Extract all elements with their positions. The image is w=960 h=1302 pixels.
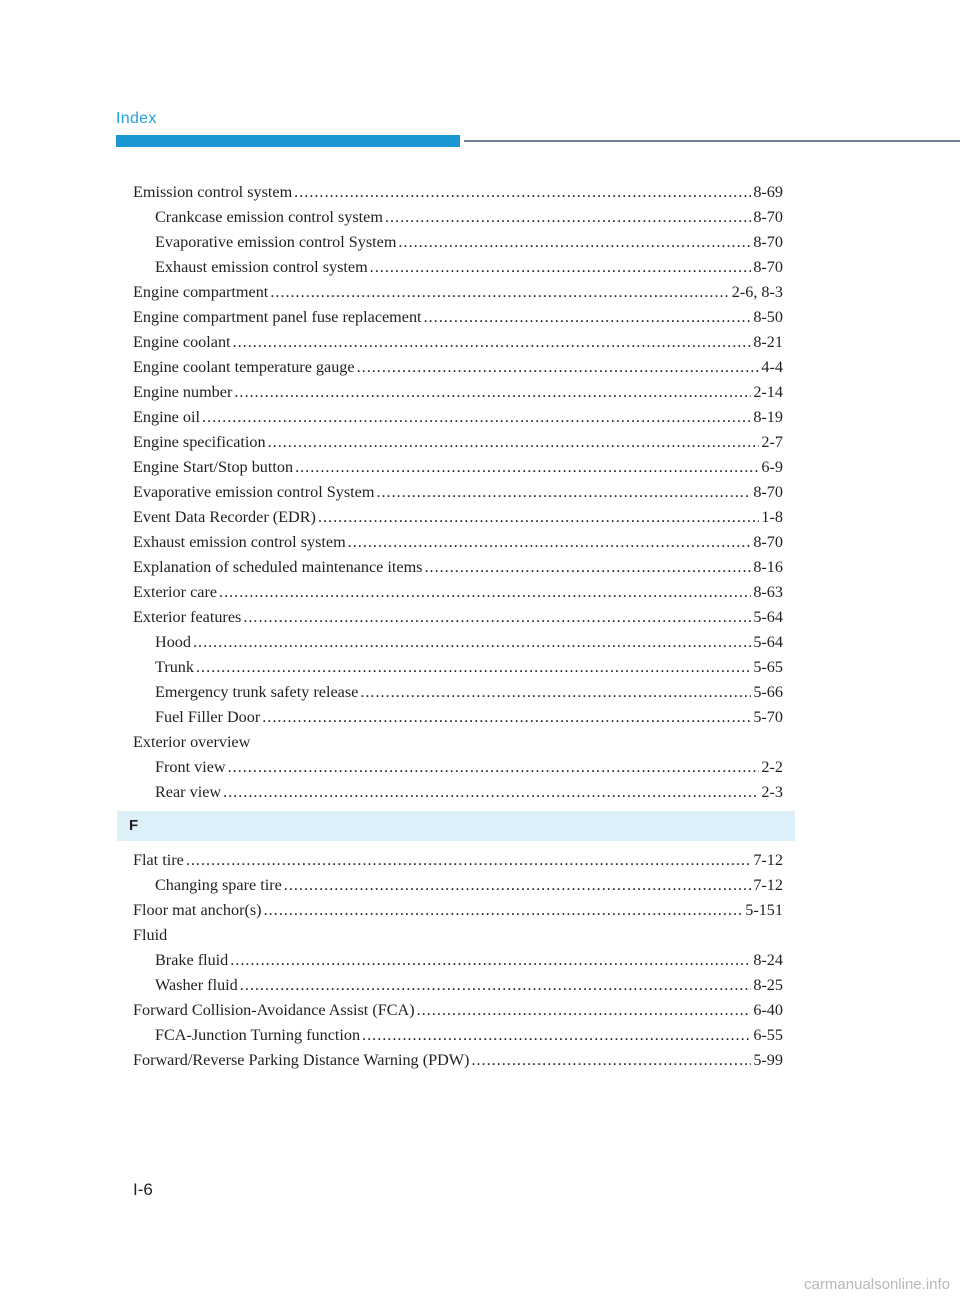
entry-term: Engine coolant temperature gauge [133, 358, 355, 376]
entry-page-ref: 8-70 [753, 233, 783, 251]
entry-term: Forward/Reverse Parking Distance Warning (PDW) [133, 1051, 470, 1069]
dot-leader [233, 330, 752, 355]
index-entry [133, 180, 783, 205]
dot-leader [370, 255, 752, 280]
entry-term: Engine number [133, 383, 233, 401]
dot-leader [186, 848, 752, 873]
index-entry [133, 530, 783, 555]
entry-term: Flat tire [133, 851, 184, 869]
dot-leader [262, 705, 751, 730]
entry-term: Exterior features [133, 608, 242, 626]
entry-term: Washer fluid [155, 976, 238, 994]
index-entry [133, 730, 783, 755]
entry-term: Crankcase emission control system [155, 208, 383, 226]
entry-term: Engine compartment panel fuse replacement [133, 308, 422, 326]
index-entry [133, 380, 783, 405]
index-subentry [133, 680, 783, 705]
index-subentry [133, 948, 783, 973]
index-entry [133, 455, 783, 480]
entry-page-ref: 8-50 [753, 308, 783, 326]
index-entry [133, 330, 783, 355]
dot-leader [360, 680, 751, 705]
dot-leader [223, 780, 759, 805]
index-subentry [133, 655, 783, 680]
entry-page-ref: 2-7 [761, 433, 783, 451]
entry-term: Explanation of scheduled maintenance items [133, 558, 423, 576]
entry-page-ref: 8-69 [753, 183, 783, 201]
index-list [129, 180, 783, 1073]
entry-page-ref: 8-21 [753, 333, 783, 351]
page-header-title: Index [116, 110, 157, 127]
index-entry [133, 1048, 783, 1073]
index-entry [133, 605, 783, 630]
entry-term: FCA-Junction Turning function [155, 1026, 361, 1044]
dot-leader [385, 205, 751, 230]
dot-leader [295, 455, 759, 480]
index-entry [133, 305, 783, 330]
header-accent-rule [116, 135, 460, 147]
entry-term: Fuel Filler Door [155, 708, 261, 726]
entry-term: Trunk [155, 658, 194, 676]
dot-leader [219, 580, 751, 605]
dot-leader [376, 480, 751, 505]
entry-page-ref: 6-55 [753, 1026, 783, 1044]
entry-page-ref: 5-151 [745, 901, 783, 919]
index-subentry [133, 755, 783, 780]
entry-page-ref: 7-12 [753, 876, 783, 894]
entry-term: Evaporative emission control System [133, 483, 375, 501]
entry-page-ref: 8-63 [753, 583, 783, 601]
entry-term: Exhaust emission control system [133, 533, 346, 551]
entry-page-ref: 8-70 [753, 208, 783, 226]
index-entry [133, 580, 783, 605]
entry-page-ref: 2-6, 8-3 [731, 283, 783, 301]
index-subentry [133, 1023, 783, 1048]
entry-page-ref: 5-66 [753, 683, 783, 701]
entry-page-ref: 8-16 [753, 558, 783, 576]
entry-term: Emission control system [133, 183, 293, 201]
dot-leader [424, 305, 752, 330]
entry-page-ref: 8-70 [753, 533, 783, 551]
entry-term: Front view [155, 758, 226, 776]
index-entry [133, 923, 783, 948]
entry-term: Engine coolant [133, 333, 231, 351]
dot-leader [202, 405, 751, 430]
entry-term: Exterior care [133, 583, 218, 601]
header-divider-rule [464, 140, 960, 142]
dot-leader [284, 873, 752, 898]
index-entry [133, 848, 783, 873]
watermark[interactable]: carmanualsonline.info [804, 1276, 950, 1293]
dot-leader [471, 1048, 751, 1073]
entry-term: Engine oil [133, 408, 200, 426]
dot-leader [240, 973, 752, 998]
dot-leader [318, 505, 759, 530]
dot-leader [398, 230, 751, 255]
entry-term: Engine Start/Stop button [133, 458, 294, 476]
dot-leader [348, 530, 752, 555]
index-entry [133, 998, 783, 1023]
entry-term: Hood [155, 633, 191, 651]
index-subentry [133, 705, 783, 730]
index-subentry [133, 973, 783, 998]
dot-leader [417, 998, 752, 1023]
entry-term: Forward Collision-Avoidance Assist (FCA) [133, 1001, 415, 1019]
entry-term: Emergency trunk safety release [155, 683, 359, 701]
entry-page-ref: 6-40 [753, 1001, 783, 1019]
dot-leader [234, 380, 751, 405]
page-number: I-6 [133, 1180, 153, 1199]
entry-term: Changing spare tire [155, 876, 282, 894]
entry-page-ref: 5-70 [753, 708, 783, 726]
index-entry [133, 555, 783, 580]
index-subentry [133, 630, 783, 655]
dot-leader [264, 898, 744, 923]
dot-leader [243, 605, 751, 630]
entry-page-ref: 8-25 [753, 976, 783, 994]
entry-page-ref: 5-64 [753, 608, 783, 626]
index-subentry [133, 205, 783, 230]
entry-term: Floor mat anchor(s) [133, 901, 262, 919]
entry-page-ref: 5-64 [753, 633, 783, 651]
entry-page-ref: 8-70 [753, 258, 783, 276]
entry-page-ref: 2-3 [761, 783, 783, 801]
dot-leader [196, 655, 751, 680]
entry-page-ref: 1-8 [761, 508, 783, 526]
dot-leader [228, 755, 760, 780]
entry-page-ref: 5-99 [753, 1051, 783, 1069]
entry-term: Rear view [155, 783, 222, 801]
dot-leader [424, 555, 751, 580]
entry-term: Engine specification [133, 433, 266, 451]
index-subentry [133, 230, 783, 255]
index-subentry [133, 780, 783, 805]
entry-page-ref: 6-9 [761, 458, 783, 476]
index-entry [133, 280, 783, 305]
entry-term: Event Data Recorder (EDR) [133, 508, 316, 526]
index-entry [133, 480, 783, 505]
entry-page-ref: 2-2 [761, 758, 783, 776]
section-header: F [117, 811, 795, 841]
index-subentry [133, 255, 783, 280]
index-entry [133, 505, 783, 530]
index-entry [133, 898, 783, 923]
entry-term: Engine compartment [133, 283, 269, 301]
entry-page-ref: 5-65 [753, 658, 783, 676]
entry-page-ref: 8-24 [753, 951, 783, 969]
dot-leader [230, 948, 751, 973]
entry-page-ref: 8-70 [753, 483, 783, 501]
dot-leader [294, 180, 751, 205]
dot-leader [362, 1023, 751, 1048]
entry-page-ref: 2-14 [753, 383, 783, 401]
entry-term: Exterior overview [133, 733, 251, 751]
index-subentry [133, 873, 783, 898]
entry-term: Evaporative emission control System [155, 233, 397, 251]
entry-page-ref: 8-19 [753, 408, 783, 426]
dot-leader [270, 280, 729, 305]
index-entry [133, 355, 783, 380]
entry-term: Brake fluid [155, 951, 229, 969]
entry-term: Fluid [133, 926, 168, 944]
dot-leader [193, 630, 751, 655]
index-entry [133, 405, 783, 430]
index-entry [133, 430, 783, 455]
entry-page-ref: 4-4 [761, 358, 783, 376]
dot-leader [268, 430, 760, 455]
dot-leader [357, 355, 760, 380]
entry-term: Exhaust emission control system [155, 258, 368, 276]
entry-page-ref: 7-12 [753, 851, 783, 869]
